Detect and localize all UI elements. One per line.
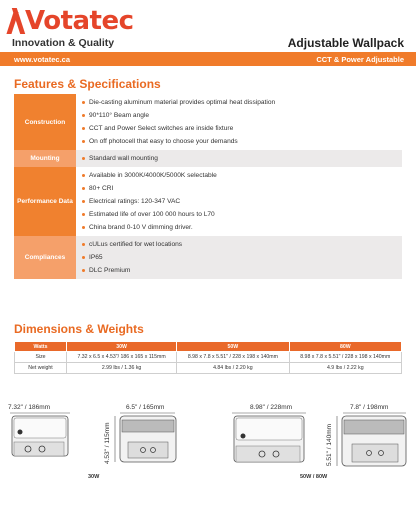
- spec-label: Compliances: [14, 236, 76, 279]
- spec-item: [82, 221, 396, 234]
- spec-item-text: Electrical ratings: 120-347 VAC: [89, 198, 181, 205]
- d30-depth-label: 6.5" / 165mm: [126, 404, 165, 411]
- spec-item: [82, 169, 396, 182]
- bullet-icon: [82, 269, 85, 272]
- specs-table: [14, 94, 402, 279]
- spec-body: [76, 94, 402, 150]
- dimensions-table: [14, 341, 402, 374]
- d50-width-label: 8.98" / 228mm: [250, 404, 293, 411]
- bullet-icon: [82, 187, 85, 190]
- spec-item-text: On off photocell that easy to choose your demands: [89, 138, 238, 145]
- spec-item: [82, 208, 396, 221]
- product-subtitle: CCT & Power Adjustable: [316, 55, 404, 64]
- spec-item-text: DLC Premium: [89, 267, 131, 274]
- bullet-icon: [82, 174, 85, 177]
- spec-label: Mounting: [14, 150, 76, 167]
- d30-badge-icon: [18, 430, 23, 435]
- d30-height-label: 4.53" / 115mm: [104, 422, 111, 464]
- bullet-icon: [82, 226, 85, 229]
- spec-item: [82, 96, 396, 109]
- d50-depth-label: 7.8" / 198mm: [350, 404, 389, 411]
- d30-width-label: 7.32" / 186mm: [8, 404, 51, 411]
- brand-logo: [10, 6, 134, 36]
- d30-side-base: [128, 442, 168, 458]
- spec-item: [82, 238, 396, 251]
- spec-item: [82, 251, 396, 264]
- d30-front-top: [14, 418, 66, 438]
- dimensions-header-row: [15, 342, 402, 352]
- logo-mark-icon: [10, 8, 24, 34]
- drawing-lines: [0, 392, 416, 526]
- bullet-icon: [82, 200, 85, 203]
- spec-body: [76, 236, 402, 279]
- dimensions-header-cell: 30W: [67, 342, 177, 352]
- dimensions-header-cell: Watts: [15, 342, 67, 352]
- d50-front-base: [236, 446, 300, 462]
- page-header: [0, 0, 416, 72]
- table-cell: 7.32 x 6.5 x 4.53"/ 186 x 165 x 115mm: [67, 352, 177, 363]
- bullet-icon: [82, 140, 85, 143]
- d30-side-fins: [122, 420, 174, 432]
- spec-label: Construction: [14, 94, 76, 150]
- spec-body: [76, 150, 402, 167]
- bullet-icon: [82, 127, 85, 130]
- tagline: Innovation & Quality: [12, 37, 115, 49]
- spec-item-text: Available in 3000K/4000K/5000K selectable: [89, 172, 217, 179]
- bullet-icon: [82, 114, 85, 117]
- spec-row: [14, 167, 402, 236]
- bullet-icon: [82, 243, 85, 246]
- spec-label: Performance Data: [14, 167, 76, 236]
- d50-height-label: 5.51" / 140mm: [326, 423, 333, 466]
- spec-item-text: cULus certified for wet locations: [89, 241, 183, 248]
- spec-item-text: IP65: [89, 254, 103, 261]
- header-bar: [0, 52, 416, 66]
- spec-item: [82, 182, 396, 195]
- table-cell: 2.99 lbs / 1.36 kg: [67, 363, 177, 374]
- product-drawings: [0, 392, 416, 526]
- bullet-icon: [82, 213, 85, 216]
- table-row: [15, 363, 402, 374]
- spec-item-text: 80+ CRI: [89, 185, 114, 192]
- table-cell: 4.9 lbs / 2.22 kg: [289, 363, 401, 374]
- d50-side-base: [352, 444, 398, 462]
- spec-row: [14, 236, 402, 279]
- dimensions-header-cell: 80W: [289, 342, 401, 352]
- spec-row: [14, 150, 402, 167]
- d50-side-fins: [344, 420, 404, 434]
- dimensions-title: Dimensions & Weights: [14, 322, 144, 336]
- table-cell: 8.98 x 7.8 x 5.51" / 228 x 198 x 140mm: [289, 352, 401, 363]
- d30-model-label: 30W: [88, 474, 100, 480]
- d50-front-top: [236, 418, 302, 440]
- spec-item: [82, 195, 396, 208]
- logo-text: Votatec: [25, 6, 134, 36]
- spec-item-text: Standard wall mounting: [89, 155, 158, 162]
- bullet-icon: [82, 256, 85, 259]
- bullet-icon: [82, 101, 85, 104]
- features-title: Features & Specifications: [14, 77, 161, 91]
- spec-body: [76, 167, 402, 236]
- d50-model-label: 50W / 80W: [300, 474, 328, 480]
- spec-item: [82, 135, 396, 148]
- website-url: www.votatec.ca: [14, 55, 70, 64]
- table-cell: 8.98 x 7.8 x 5.51" / 228 x 198 x 140mm: [177, 352, 289, 363]
- spec-item: [82, 109, 396, 122]
- table-cell: Net weight: [15, 363, 67, 374]
- table-cell: Size: [15, 352, 67, 363]
- d50-badge-icon: [241, 434, 246, 439]
- spec-item: [82, 122, 396, 135]
- document-title: Adjustable Wallpack: [287, 36, 404, 50]
- spec-item-text: 90*110° Beam angle: [89, 112, 150, 119]
- spec-item-text: CCT and Power Select switches are inside fixture: [89, 125, 234, 132]
- bullet-icon: [82, 157, 85, 160]
- table-cell: 4.84 lbs / 2.20 kg: [177, 363, 289, 374]
- spec-item: [82, 152, 396, 165]
- dimensions-header-cell: 50W: [177, 342, 289, 352]
- spec-item-text: Die-casting aluminum material provides optimal heat dissipation: [89, 99, 276, 106]
- spec-item: [82, 264, 396, 277]
- spec-item-text: China brand 0-10 V dimming driver.: [89, 224, 193, 231]
- table-row: [15, 352, 402, 363]
- spec-row: [14, 94, 402, 150]
- spec-item-text: Estimated life of over 100 000 hours to L70: [89, 211, 215, 218]
